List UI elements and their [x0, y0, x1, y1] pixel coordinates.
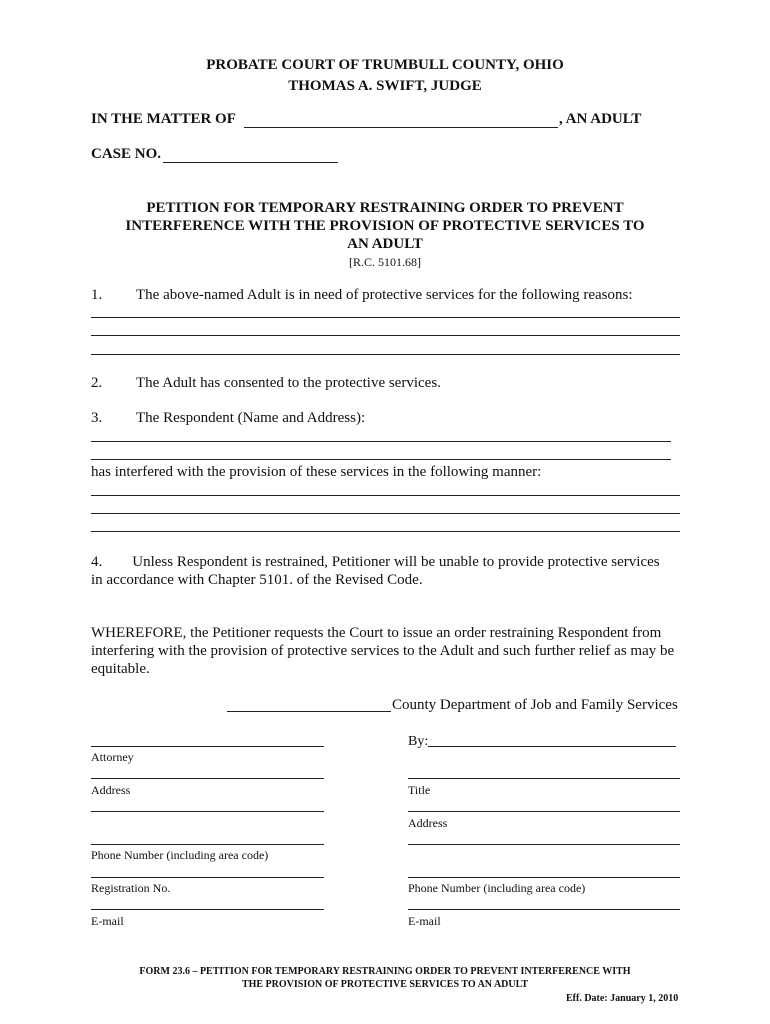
petition-title-line3: AN ADULT: [347, 236, 423, 252]
reasons-line-2[interactable]: [91, 335, 680, 336]
judge-name: THOMAS A. SWIFT, JUDGE: [288, 78, 482, 94]
attorney-field[interactable]: [91, 746, 324, 747]
right-email-label: E-mail: [408, 914, 441, 928]
manner-line-3[interactable]: [91, 531, 680, 532]
respondent-line-1[interactable]: [91, 441, 671, 442]
registration-field[interactable]: [91, 877, 324, 878]
left-address-field-1[interactable]: [91, 778, 324, 779]
footer-form-line2: THE PROVISION OF PROTECTIVE SERVICES TO AN ADULT: [241, 979, 529, 990]
left-phone-field[interactable]: [91, 844, 324, 845]
petition-title-line1: PETITION FOR TEMPORARY RESTRAINING ORDER TO PREVENT: [146, 200, 624, 216]
matter-name-field[interactable]: [244, 127, 558, 128]
reasons-line-3[interactable]: [91, 354, 680, 355]
reasons-line-1[interactable]: [91, 317, 680, 318]
left-phone-label: Phone Number (including area code): [91, 848, 269, 862]
title-label: Title: [408, 783, 431, 797]
right-phone-field[interactable]: [408, 877, 680, 878]
left-email-label: E-mail: [91, 914, 124, 928]
footer-form-line1: FORM 23.6 – PETITION FOR TEMPORARY RESTRAINING ORDER TO PREVENT INTERFERENCE WITH: [139, 966, 631, 977]
statute-reference: [R.C. 5101.68]: [349, 255, 421, 269]
manner-line-2[interactable]: [91, 513, 680, 514]
matter-prefix: IN THE MATTER OF: [91, 111, 236, 127]
left-address-field-2[interactable]: [91, 811, 324, 812]
wherefore-line3: equitable.: [91, 661, 150, 677]
manner-line-1[interactable]: [91, 495, 680, 496]
footer-eff-date: Eff. Date: January 1, 2010: [566, 993, 679, 1004]
title-field[interactable]: [408, 778, 680, 779]
item4-line1: 4. Unless Respondent is restrained, Petitioner will be unable to provide protective services: [91, 554, 660, 570]
right-email-field[interactable]: [408, 909, 680, 910]
left-address-label: Address: [91, 783, 131, 797]
right-address-field-2[interactable]: [408, 844, 680, 845]
attorney-label: Attorney: [91, 750, 134, 764]
item4-line2: in accordance with Chapter 5101. of the Revised Code.: [91, 572, 423, 588]
item3-number: 3.: [91, 410, 103, 426]
item1-number: 1.: [91, 287, 103, 303]
by-signature-field[interactable]: [428, 746, 676, 747]
wherefore-line1: WHEREFORE, the Petitioner requests the Court to issue an order restraining Respondent from: [91, 625, 662, 641]
county-name-field[interactable]: [227, 711, 391, 712]
item2-number: 2.: [91, 375, 103, 391]
item3-text: The Respondent (Name and Address):: [136, 410, 366, 426]
county-dept-label: County Department of Job and Family Services: [392, 697, 678, 713]
item1-text: The above-named Adult is in need of protective services for the following reasons:: [136, 287, 633, 303]
left-email-field[interactable]: [91, 909, 324, 910]
matter-suffix: , AN ADULT: [559, 111, 642, 127]
right-address-label: Address: [408, 816, 448, 830]
wherefore-line2: interfering with the provision of protective services to the Adult and such further relief as may be: [91, 643, 675, 659]
case-no-field[interactable]: [163, 162, 338, 163]
case-no-label: CASE NO.: [91, 146, 162, 162]
respondent-line-2[interactable]: [91, 459, 671, 460]
interference-text: has interfered with the provision of these services in the following manner:: [91, 464, 542, 480]
right-phone-label: Phone Number (including area code): [408, 881, 586, 895]
item2-text: The Adult has consented to the protective services.: [136, 375, 441, 391]
right-address-field-1[interactable]: [408, 811, 680, 812]
petition-title-line2: INTERFERENCE WITH THE PROVISION OF PROTECTIVE SERVICES TO: [125, 218, 645, 234]
by-label: By:: [408, 734, 429, 749]
registration-label: Registration No.: [91, 881, 171, 895]
court-name: PROBATE COURT OF TRUMBULL COUNTY, OHIO: [206, 57, 564, 73]
